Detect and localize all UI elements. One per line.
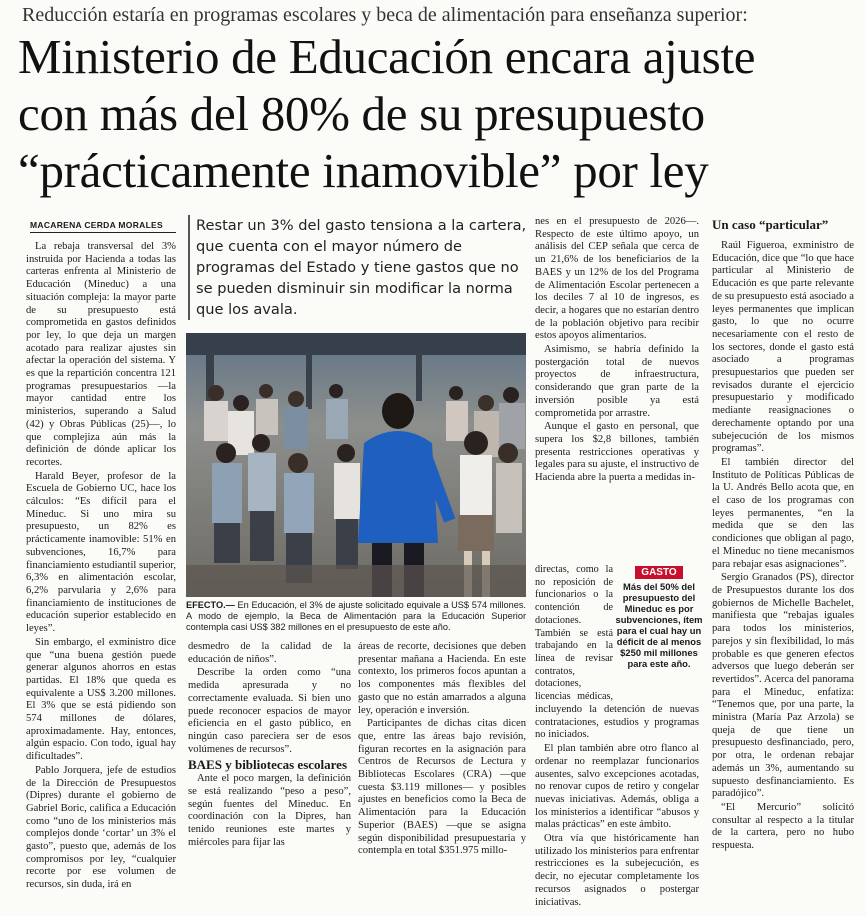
- paragraph: Otra vía que históricamente han utilizado los ministerios para enfrentar restricciones es la subejecución, es decir, no ejecutar completamente los recursos asignados o postergar iniciativas.: [535, 833, 699, 908]
- headline-line-1: Ministerio de Educación encara ajuste: [18, 29, 756, 84]
- gasto-text: Más del 50% del presupuesto del Mineduc es por subvenciones, ítem para el cual hay un déficit de al menos $250 mil millones para este año.: [615, 581, 703, 669]
- byline-rule: [30, 232, 176, 233]
- paragraph: La rebaja transversal del 3% instruida por Hacienda a todas las carteras enfrenta al Ministerio de Educación (Mineduc) a una situación compleja: la mayor parte de su presupuesto está comprometida en gastos definidos por ley, lo que deja un margen acotado para realizar ajustes sin afectar la operación del sistema. Y es que la repartición concentra 121 programas presupuestarios —la mayor cantidad entre los ministerios, superando a Salud (42) y Obras Públicas (25)—, lo que complejiza aún más la definición de dónde aplicar los recortes.: [26, 241, 176, 468]
- section-subhead: BAES y bibliotecas escolares: [188, 757, 348, 773]
- headline: [18, 28, 863, 199]
- article-column-1: [26, 241, 176, 908]
- paragraph: Sin embargo, el exministro dice que “una buena gestión puede generar algunos ahorros en estas partidas. El 18% que queda es equivalente a US$ 3.200 millones. El 3% que se está pidiendo son 574 millones de dólares, aproximadamente. Hay, entonces, algún espacio. Con todo, igual hay dificultades”.: [26, 636, 176, 763]
- caption-text: En Educación, el 3% de ajuste solicitado equivale a US$ 574 millones. A modo de ejemplo, la Beca de Alimentación para la Educación Superior contempla casi US$ 382 millones en el presupuesto de este año.: [186, 600, 526, 633]
- paragraph: nes en el presupuesto de 2026—. Respecto de este último apoyo, un análisis del CEP señala que cerca de un 21,6% de los beneficiarios de la BAES y un 12% de los del Programa de Alimentación Escolar pertenecen a los deciles 7 al 10 de ingresos, es decir, a hogares que no estarían dentro de la población objetivo para recibir estos apoyos alimentarios.: [535, 216, 699, 342]
- paragraph: incluyendo la detención de nuevas contrataciones, estudios y programas no iniciados.: [535, 704, 699, 741]
- paragraph: El también director del Instituto de Políticas Públicas de la U. Andrés Bello acota que, en el caso de los programas con leyes permanentes, “en la medida que se den las condiciones que obligan al pago, el Mineduc no tiene mecanismos para rebajar esas asignaciones”.: [712, 456, 854, 570]
- paragraph: El plan también abre otro flanco al ordenar no reemplazar funcionarios ausentes, salvo excepciones acotadas, no renovar cupos de retiro y congelar nuevas iniciativas. Además, obliga a los ministerios a identificar “abusos y malas prácticas” en este ámbito.: [535, 743, 699, 831]
- news-photo: [186, 333, 526, 597]
- article-column-4-narrow: [535, 564, 613, 704]
- kicker: Reducción estaría en programas escolares y beca de alimentación para enseñanza superior:: [22, 4, 748, 26]
- gasto-callout: [614, 566, 704, 669]
- byline: MACARENA CERDA MORALES: [30, 220, 163, 230]
- paragraph: Participantes de dichas citas dicen que, entre las áreas bajo revisión, figuran recortes en la asignación para Centros de Recursos de Lectura y Bibliotecas Escolares (CRA) —que cuesta $3.119 millones— y posibles ajustes en beneficios como la Beca de Alimentación para la Educación Superior (BAES) —que se asigna según disponibilidad presupuestaria y contempla en total $351.975 millo-: [358, 718, 526, 857]
- article-column-2: [188, 641, 351, 909]
- paragraph: Raúl Figueroa, exministro de Educación, dice que “lo que hace particular al Ministerio de Educación es que parte relevante de su presupuesto está asociado a leyes permanentes que implican gasto, lo que no ocurre necesariamente con el resto de los sectores, donde el gasto está asociado a programas presupuestarios que pueden ser revisados durante el ejercicio presupuestario y modificado mediante reasignaciones o derechamente optando por una subejecución de los mismos programas”.: [712, 240, 854, 455]
- headline-line-2: con más del 80% de su presupuesto: [18, 86, 705, 141]
- paragraph: Harald Beyer, profesor de la Escuela de Gobierno UC, hace los cálculos: “Es difícil para el Mineduc. Si uno mira su presupuesto, un 82% es prácticamente inamovible: 51% en subvenciones, 16,7% para financiamiento estudiantil superior, 6,3% en alimentación escolar, 6,2% parvularia y 2,6% para financiamiento de instituciones de educación superior establecido en leyes”.: [26, 470, 176, 635]
- article-column-4: [535, 216, 699, 564]
- gasto-label: GASTO: [635, 566, 682, 579]
- paragraph: áreas de recorte, decisiones que deben presentar mañana a Hacienda. En este contexto, los primeros focos apuntan a los componentes más flexibles del gasto que no están amarrados a alguna ley, operación e inversión.: [358, 641, 526, 716]
- photo-caption: [186, 600, 526, 634]
- article-column-3: [358, 641, 526, 909]
- headline-line-3: “prácticamente inamovible” por ley: [18, 143, 709, 198]
- sidebar-column: [712, 240, 854, 908]
- paragraph: Aunque el gasto en personal, que supera los $2,8 billones, también presenta restricciones operativas y legales para su ajuste, el instructivo de Hacienda abre la puerta a medidas in-: [535, 421, 699, 484]
- article-column-4-lower: [535, 704, 699, 909]
- paragraph: Pablo Jorquera, jefe de estudios de la Dirección de Presupuestos (Dipres) durante el gobierno de Gabriel Boric, califica a Educación como “uno de los ministerios más complejos donde ‘cortar’ un 3% el gasto”, puesto que, además de los compromisos por ley, “cualquier recorte por ese volumen de recursos, sin duda, irá en: [26, 764, 176, 891]
- photo-illustration: [186, 333, 526, 597]
- sidebar-title: Un caso “particular”: [712, 217, 829, 232]
- paragraph: Ante el poco margen, la definición se está realizando “peso a peso”, según fuentes del Mineduc. En coordinación con la Dipres, han tenido reuniones este martes y miércoles para fijar las: [188, 773, 351, 848]
- paragraph: Asimismo, se habría definido la postergación total de nuevos proyectos de infraestructura, considerando que gran parte de la inversión posible ya está comprometida por arrastre.: [535, 344, 699, 419]
- lead-paragraph: Restar un 3% del gasto tensiona a la cartera, que cuenta con el mayor número de programas del Estado y tiene gastos que no se pueden disminuir sin modificar la norma que los avala.: [188, 215, 531, 320]
- paragraph: Sergio Granados (PS), director de Presupuestos durante los dos gobiernos de Michelle Bachelet, manifiesta que “rebajas iguales para todos los ministerios, parejos y sin flexibilidad, lo más probable es que generen efectos adversos que luego deberán ser revertidos”. Acerca del panorama para el Mineduc, enfatiza: “Tenemos que, por una parte, la ministra (María Paz Arzola) se queja de que tiene un presupuesto desfinanciado, pero, por otra, le ordenan rebajar además un 3%, aumentando su supuesto desfinanciamiento. Es paradójico”.: [712, 572, 854, 800]
- paragraph: “El Mercurio” solicitó consultar al respecto a la titular de la cartera, pero no hubo respuesta.: [712, 801, 854, 852]
- paragraph: directas, como la no reposición de funcionarios o la contención de dotaciones. También se está trabajando en la línea de revisar contratos, dotaciones, licencias médicas,: [535, 564, 613, 703]
- caption-label: EFECTO.—: [186, 600, 235, 610]
- paragraph: Describe la orden como “una medida apresurada y no correctamente evaluada. Si bien uno puede reconocer espacios de mayor eficiencia en el gasto público, en ningún caso pareciera ser de esos volúmenes de recursos”.: [188, 667, 351, 755]
- paragraph: desmedro de la calidad de la educación de niños”.: [188, 641, 351, 665]
